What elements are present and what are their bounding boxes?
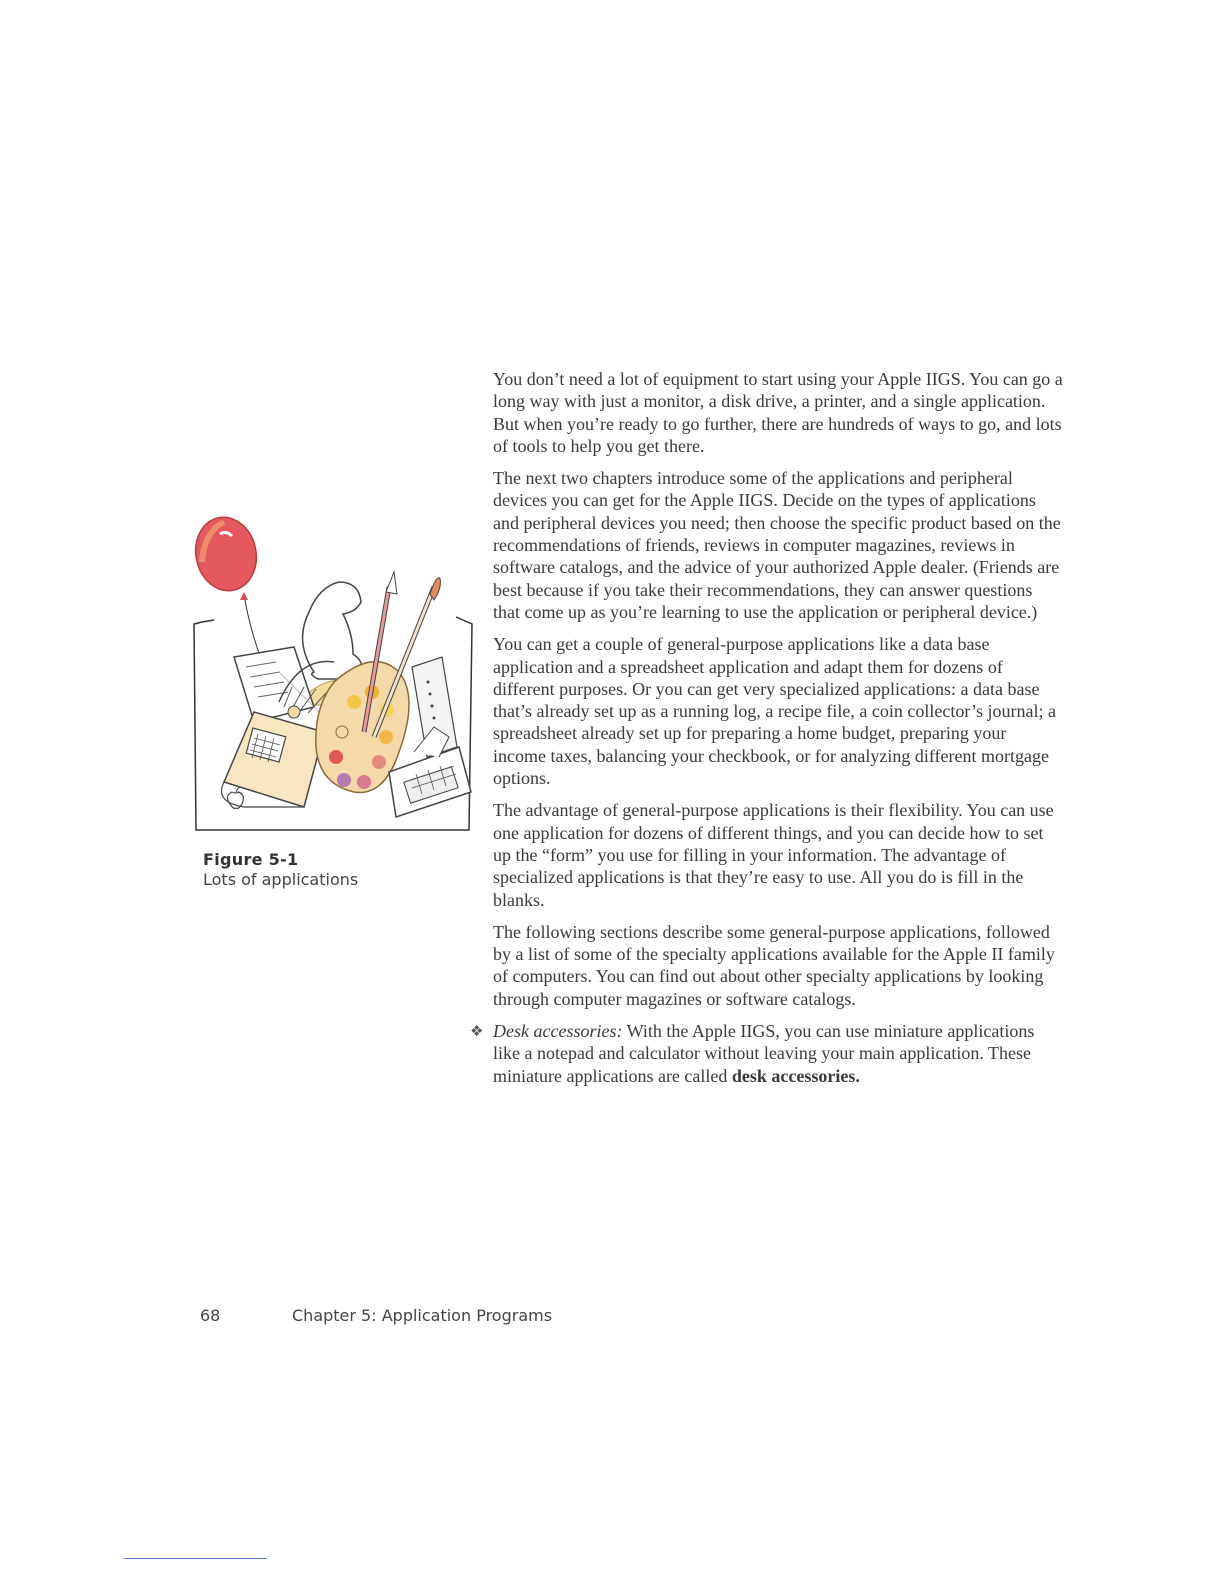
bullet-diamond-icon: ❖ (470, 1022, 484, 1041)
figure-caption: Lots of applications (203, 870, 359, 889)
paragraph-intro: You don’t need a lot of equipment to start using your Apple IIGS. You can go a long way with just a monitor, a disk drive, a printer, and a single application. But when you’re ready to go further, there are hundreds of ways to go, and lots of tools to help you get there. (493, 369, 1063, 456)
bullet-desk-accessories (470, 1020, 1063, 1087)
paragraph-chapters: The next two chapters introduce some of the applications and peripheral devices you can get for the Apple IIGS. Decide on the types of applications and peripheral devices you need; then choose the specific product based on the recommendations of friends, reviews in computer magazines, reviews in software catalogs, and the advice of your authorized Apple dealer. (Friends are best because if you take their recommendations, they can answer questions that come up as you’re learning to use the application or peripheral device.) (493, 468, 1061, 622)
bottom-rule (124, 1558, 267, 1559)
figure-title: Figure 5-1 (203, 850, 299, 869)
paragraph-sections: The following sections describe some general-purpose applications, followed by a list of some of the specialty applications available for the Apple II family of computers. You can find out about other specialty applications by looking through computer magazines or software catalogs. (493, 921, 1055, 1009)
bullet-bold-term: desk accessories. (731, 1065, 860, 1086)
paragraph-general-purpose: You can get a couple of general-purpose applications like a data base application and a spreadsheet application and adapt them for dozens of different purposes. Or you can get very specialized applications: a data base that’s already set up as a running log, a recipe file, a coin collector’s journal; a spreadsheet already set up for preparing a home budget, preparing your income taxes, balancing your checkbook, or for analyzing different mortgage options. (493, 634, 1056, 789)
page-number: 68 (200, 1306, 221, 1325)
chapter-title: Chapter 5: Application Programs (292, 1306, 553, 1325)
body-text (470, 368, 1063, 1097)
applications-illustration (184, 512, 476, 842)
paragraph-advantages: The advantage of general-purpose applications is their flexibility. You can use one application for dozens of different things, and you can decide how to set up the “form” you use for filling in your information. The advantage of specialized applications is that they’re easy to use. All you do is fill in the blanks. (493, 800, 1054, 910)
bullet-term: Desk accessories: (493, 1021, 623, 1042)
bullet-text: With the Apple IIGS, you can use miniature applications like a notepad and calculator without leaving your main application. These miniature applications are called (493, 1021, 1035, 1086)
